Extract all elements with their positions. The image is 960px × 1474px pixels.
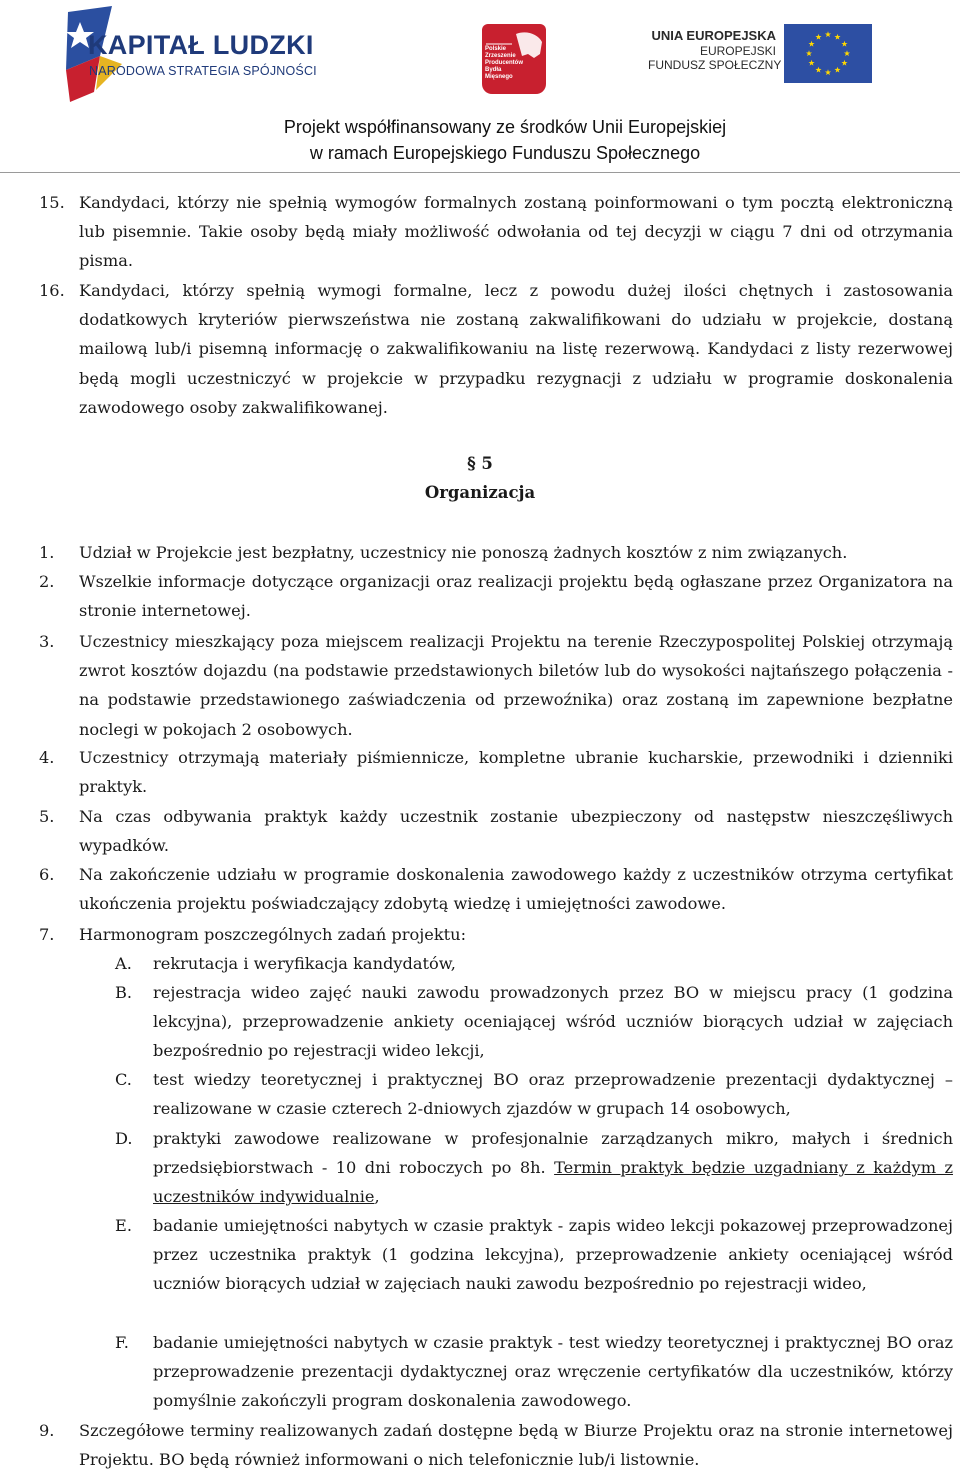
item-text: Harmonogram poszczególnych zadań projektu: bbox=[79, 925, 467, 944]
list-item bbox=[39, 627, 953, 744]
list-item bbox=[39, 188, 953, 276]
item-text: Kandydaci, którzy nie spełnią wymogów formalnych zostaną poinformowani o tym pocztą elektroniczną lub pisemnie. Takie osoby będą miały możliwość odwołania od tej decyzji w ciągu 7 dni od otrzymania pisma. bbox=[79, 193, 953, 271]
item-number: 5. bbox=[39, 807, 55, 826]
schedule-letter: E. bbox=[115, 1216, 132, 1235]
section-number: § 5 bbox=[467, 454, 493, 473]
logo-title: KAPITAŁ LUDZKI bbox=[88, 30, 314, 60]
item-text: Kandydaci, którzy spełnią wymogi formalne, lecz z powodu dużej ilości chętnych i zastosowania dodatkowych kryteriów pierwszeństwa nie zostaną zakwalifikowani do udziału w projekcie, dostaną mailową lub/i pisemną informację o zakwalifikowaniu na listę rezerwową. Kandydaci z listy rezerwowej będą mogli uczestniczyć w projekcie w przypadku rezygnacji z udziału w programie doskonalenia zawodowego osoby zakwalifikowanej. bbox=[79, 281, 953, 417]
eu-star-icon bbox=[815, 34, 821, 40]
schedule-item bbox=[115, 1065, 953, 1123]
eu-star-icon bbox=[825, 69, 831, 75]
schedule-letter: C. bbox=[115, 1070, 132, 1089]
item-number: 3. bbox=[39, 632, 55, 651]
item-number: 16. bbox=[39, 281, 65, 300]
schedule-letter: B. bbox=[115, 983, 133, 1002]
eu-star-icon bbox=[834, 34, 840, 40]
section-title: Organizacja bbox=[424, 483, 536, 502]
schedule-letter: F. bbox=[115, 1333, 129, 1352]
eu-line-3: FUNDUSZ SPOŁECZNY bbox=[648, 58, 782, 72]
seal-text: Polskie Zrzeszenie Producentów Bydła Mięsnego bbox=[485, 46, 524, 80]
item-number: 15. bbox=[39, 193, 65, 212]
eu-star-icon bbox=[806, 50, 812, 56]
item-number: 4. bbox=[39, 748, 55, 767]
schedule-item bbox=[115, 1124, 953, 1212]
eu-star-icon bbox=[834, 67, 840, 73]
item-text: Uczestnicy mieszkający poza miejscem realizacji Projektu na terenie Rzeczypospolitej Polskiej otrzymają zwrot kosztów dojazdu (na podstawie przedstawionych biletów lub do wysokości najtańszego połączenia - na podstawie przedstawionego zaświadczenia od przewoźnika) oraz zostaną im zapewnione bezpłatne noclegi w pokojach 2 osobowych. bbox=[79, 632, 953, 739]
schedule-text: rejestracja wideo zajęć nauki zawodu prowadzonych przez BO w miejscu pracy (1 godzina lekcyjna), przeprowadzenie ankiety oceniającej wśród uczniów biorących udział w zajęciach bezpośrednio po rejestracji wideo lekcji, bbox=[153, 983, 953, 1061]
list-item bbox=[39, 920, 953, 949]
eu-line-2: EUROPEJSKI bbox=[699, 44, 776, 58]
list-item bbox=[39, 538, 953, 567]
schedule-underlined-note: Termin praktyk będzie uzgadniany z każdym z uczestników indywidualnie bbox=[153, 1158, 953, 1207]
schedule-item bbox=[115, 1211, 953, 1299]
schedule-text: praktyki zawodowe realizowane w profesjonalnie zarządzanych mikro, małych i średnich przedsiębiorstwach - 10 dni roboczych po 8h. bbox=[153, 1129, 953, 1178]
eu-star-icon bbox=[815, 67, 821, 73]
project-cofinancing-line-2: w ramach Europejskiego Funduszu Społecznego bbox=[309, 143, 701, 163]
item-number: 7. bbox=[39, 925, 55, 944]
schedule-item bbox=[115, 1328, 953, 1416]
header-divider bbox=[0, 172, 960, 173]
list-item bbox=[39, 743, 953, 801]
project-cofinancing-line-1: Projekt współfinansowany ze środków Unii Europejskiej bbox=[283, 117, 727, 137]
eu-star-icon bbox=[844, 50, 850, 56]
item-text: Na czas odbywania praktyk każdy uczestnik zostanie ubezpieczony od następstw nieszczęśliwych wypadków. bbox=[79, 807, 953, 856]
list-item bbox=[39, 860, 953, 918]
logo-subtitle: NARODOWA STRATEGIA SPÓJNOŚCI bbox=[89, 64, 317, 78]
eu-star-icon bbox=[841, 60, 847, 66]
schedule-text: test wiedzy teoretycznej i praktycznej BO oraz przeprowadzenie prezentacji dydaktycznej – realizowane w czasie czterech 2-dniowych zjazdów w grupach 14 osobowych, bbox=[153, 1070, 953, 1119]
eu-star-icon bbox=[809, 60, 815, 66]
producers-association-seal bbox=[482, 24, 546, 94]
item-text: Na zakończenie udziału w programie doskonalenia zawodowego każdy z uczestników otrzyma certyfikat ukończenia projektu poświadczający zdobytą wiedzę i umiejętności zawodowe. bbox=[79, 865, 953, 914]
list-item bbox=[39, 1416, 953, 1474]
schedule-text: badanie umiejętności nabytych w czasie praktyk - zapis wideo lekcji pokazowej przeprowadzonej przez uczestnika praktyk (1 godzina lekcyjna), przeprowadzenie ankiety oceniającej wśród uczniów biorących udział w zajęciach nauki zawodu bezpośrednio po rejestracji wideo, bbox=[153, 1216, 953, 1294]
item-text: Udział w Projekcie jest bezpłatny, uczestnicy nie ponoszą żadnych kosztów z nim związanych. bbox=[79, 543, 848, 562]
item-text: Wszelkie informacje dotyczące organizacji oraz realizacji projektu będą ogłaszane przez Organizatora na stronie internetowej. bbox=[79, 572, 953, 621]
eu-flag-icon bbox=[784, 24, 872, 83]
schedule-text: badanie umiejętności nabytych w czasie praktyk - test wiedzy teoretycznej i praktycznej BO oraz przeprowadzenie prezentacji dydaktycznej oraz wręczenie certyfikatów dla uczestników, którzy pomyślnie zakończyli program doskonalenia zawodowego. bbox=[153, 1333, 953, 1411]
schedule-text: rekrutacja i weryfikacja kandydatów, bbox=[153, 954, 456, 973]
item-text: Szczegółowe terminy realizowanych zadań dostępne będą w Biurze Projektu oraz na stronie internetowej Projektu. BO będą również informowani o nich telefonicznie lub/i listownie. bbox=[79, 1421, 953, 1470]
item-text: Uczestnicy otrzymają materiały piśmiennicze, kompletne ubranie kucharskie, przewodniki i dzienniki praktyk. bbox=[79, 748, 953, 797]
schedule-item bbox=[115, 978, 953, 1066]
item-number: 2. bbox=[39, 572, 55, 591]
list-item bbox=[39, 276, 953, 422]
list-item bbox=[39, 567, 953, 625]
eu-label bbox=[648, 28, 782, 72]
item-number: 6. bbox=[39, 865, 55, 884]
item-number: 9. bbox=[39, 1421, 55, 1440]
schedule-letter: A. bbox=[115, 954, 132, 973]
schedule-item bbox=[115, 949, 953, 978]
eu-stars-icon bbox=[784, 24, 872, 83]
page-header bbox=[0, 0, 960, 174]
list-item bbox=[39, 802, 953, 860]
eu-star-icon bbox=[809, 41, 815, 47]
schedule-letter: D. bbox=[115, 1129, 133, 1148]
eu-line-1: UNIA EUROPEJSKA bbox=[651, 28, 776, 43]
item-number: 1. bbox=[39, 543, 55, 562]
schedule-tail: , bbox=[374, 1187, 380, 1207]
eu-star-icon bbox=[825, 31, 831, 37]
eu-star-icon bbox=[841, 41, 847, 47]
